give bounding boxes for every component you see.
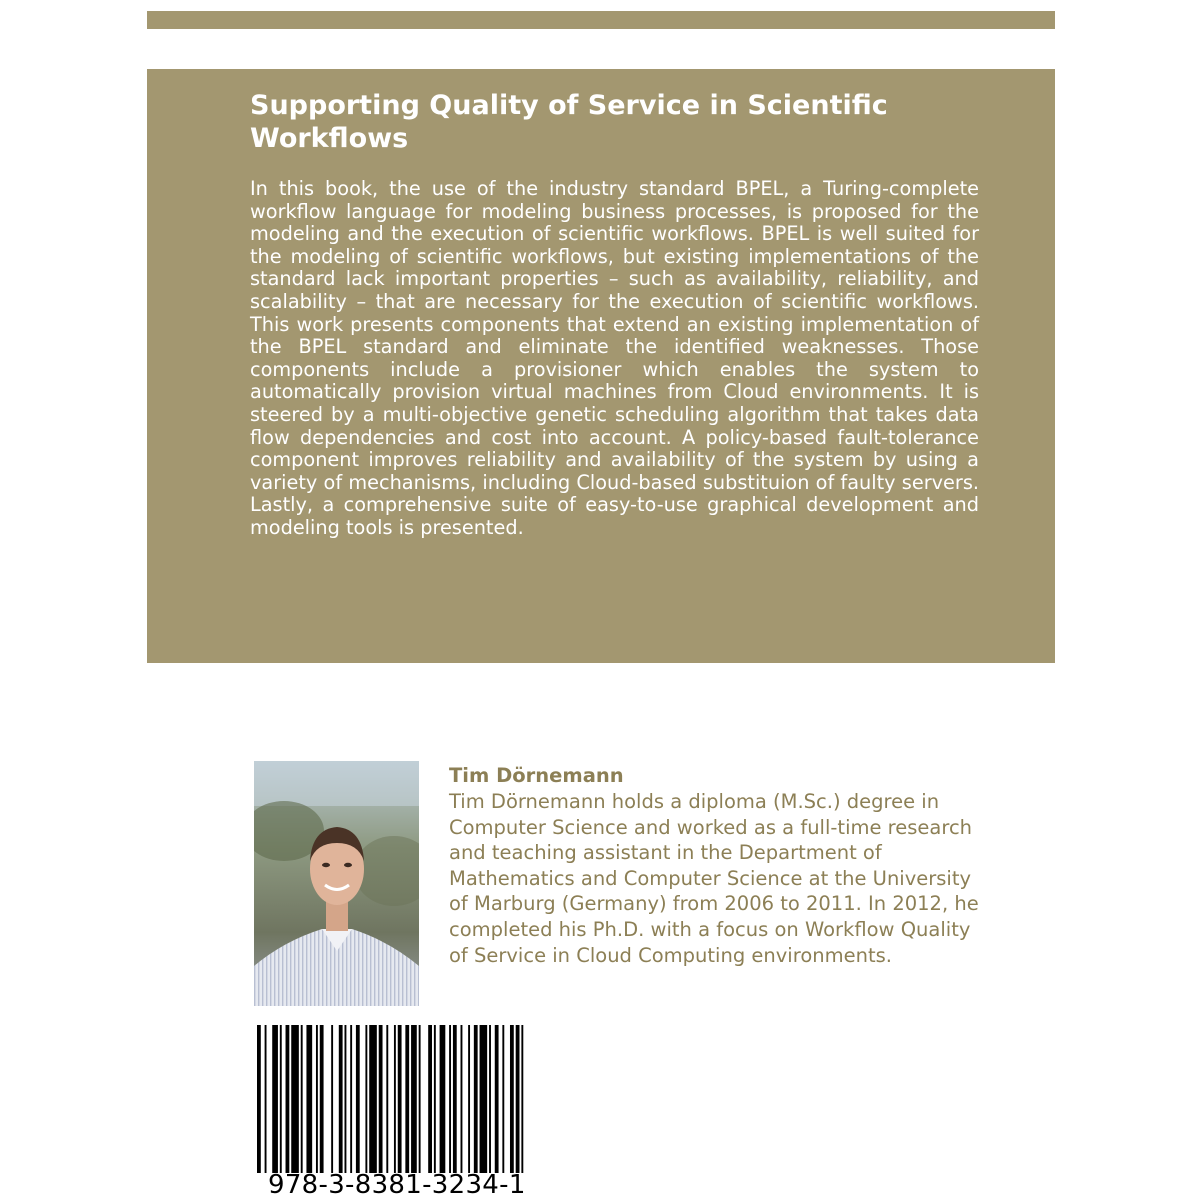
barcode-bar xyxy=(320,1025,324,1173)
barcode-bar xyxy=(365,1025,367,1173)
barcode-bar xyxy=(453,1025,457,1173)
author-name: Tim Dörnemann xyxy=(449,764,624,787)
barcode-bar xyxy=(386,1025,388,1173)
barcode-bar xyxy=(272,1025,278,1173)
blurb-panel xyxy=(147,69,1055,663)
barcode-bar xyxy=(306,1025,312,1173)
book-title: Supporting Quality of Service in Scientific Workflows xyxy=(250,90,888,154)
barcode-bar xyxy=(350,1025,352,1173)
author-section xyxy=(449,763,989,968)
barcode-bar xyxy=(356,1025,360,1173)
barcode-bar xyxy=(434,1025,436,1173)
isbn-barcode xyxy=(257,1025,529,1173)
barcode-bar xyxy=(405,1025,409,1173)
barcode-bar xyxy=(440,1025,446,1173)
barcode-bar xyxy=(398,1025,402,1173)
top-accent-bar xyxy=(147,11,1055,29)
barcode-bar xyxy=(419,1025,421,1173)
barcode-bar xyxy=(468,1025,470,1173)
barcode-bar xyxy=(394,1025,396,1173)
book-blurb: In this book, the use of the industry standard BPEL, a Turing-complete workflow language for modeling business processes, is proposed for the modeling and the execution of scientific workflows. BPEL is well suited for the modeling of scientific workflows, but existing implementations of the standard lack important properties – such as availability, reliability, and scalability – that are necessary for the execution of scientific workflows. This work presents components that extend an existing implementation of the BPEL standard and eliminate the identified weaknesses. Those components include a provisioner which enables the system to automatically provision virtual machines from Cloud environments. It is steered by a multi-objective genetic scheduling algorithm that takes data flow dependencies and cost into account. A policy-based fault-tolerance component improves reliability and availability of the system by using a variety of mechanisms, including Cloud-based substituion of faulty servers. Lastly, a comprehensive suite of easy-to-use graphical development and modeling tools is presented. xyxy=(250,177,979,539)
barcode-bar xyxy=(516,1025,520,1173)
author-photo xyxy=(254,761,419,1006)
barcode-bar xyxy=(449,1025,451,1173)
barcode-bar xyxy=(339,1025,343,1173)
barcode-bar xyxy=(280,1025,282,1173)
barcode-bar xyxy=(461,1025,463,1173)
barcode-bar xyxy=(521,1025,523,1173)
barcode-bar xyxy=(474,1025,478,1173)
barcode-bar xyxy=(301,1025,303,1173)
barcode-bar xyxy=(428,1025,432,1173)
barcode-bar xyxy=(316,1025,318,1173)
barcode-bar xyxy=(345,1025,347,1173)
isbn-number: 978-3-8381-3234-1 xyxy=(268,1170,526,1200)
barcode-bar xyxy=(265,1025,267,1173)
barcode-bar xyxy=(379,1025,383,1173)
barcode-bar xyxy=(502,1025,504,1173)
barcode-bar xyxy=(480,1025,488,1173)
author-bio: Tim Dörnemann holds a diploma (M.Sc.) degree in Computer Science and worked as a full-time research and teaching assistant in the Department of Mathematics and Computer Science at the University of Marburg (Germany) from 2006 to 2011. In 2012, he completed his Ph.D. with a focus on Workflow Quality of Service in Cloud Computing environments. xyxy=(449,790,979,967)
barcode-bar xyxy=(369,1025,377,1173)
barcode-bar xyxy=(331,1025,333,1173)
barcode-bar xyxy=(489,1025,491,1173)
barcode-bar xyxy=(495,1025,499,1173)
barcode-bar xyxy=(411,1025,417,1173)
barcode-bar xyxy=(510,1025,514,1173)
barcode-bar xyxy=(257,1025,261,1173)
barcode-bar xyxy=(291,1025,299,1173)
barcode-bar xyxy=(286,1025,290,1173)
